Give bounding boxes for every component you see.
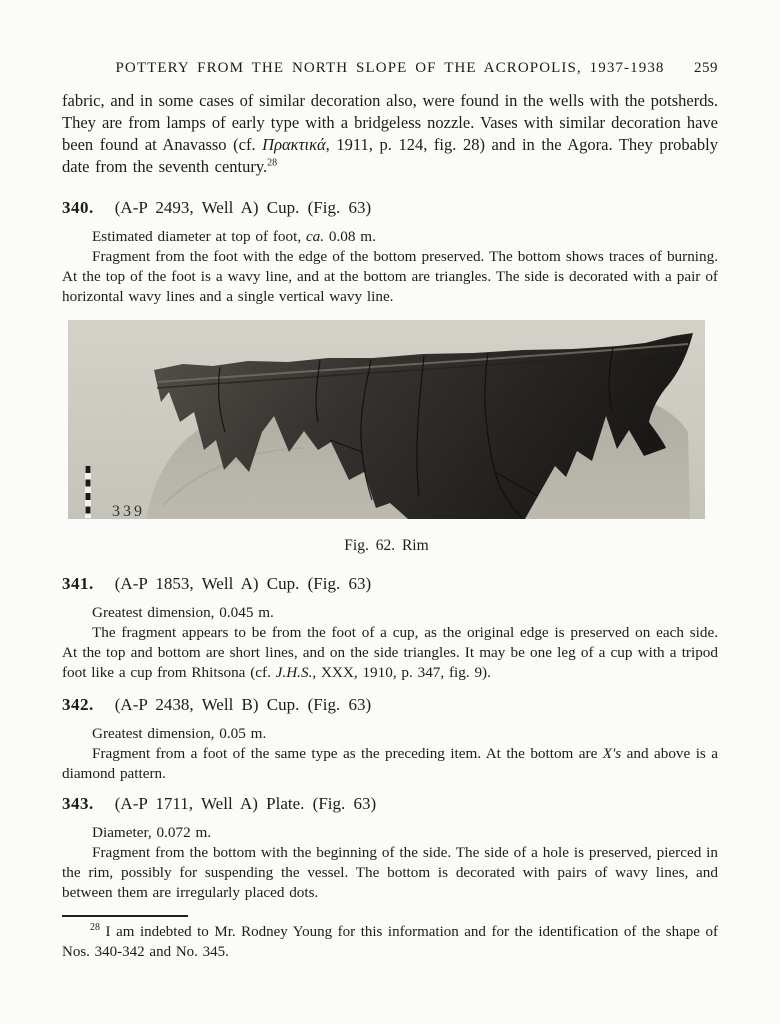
entry-343-dimension: Diameter, 0.072 m. [92, 824, 212, 841]
description-text-cont: , XXX, 1910, p. 347, fig. 9). [312, 664, 491, 681]
description-text: The fragment appears to be from the foot of a cup, as the original edge is preserved on each side. At the top and bottom are short lines, and on the side triangles. It may be one leg of a cup with a tripod foot like a cup from Rhitsona (cf. [62, 624, 718, 681]
catalog-entry-343 [62, 793, 718, 903]
footnote-rule [62, 915, 188, 917]
greek-citation: Πρακτικά [262, 135, 326, 154]
catalog-entry-342 [62, 694, 718, 784]
entry-number: 343. [62, 794, 94, 813]
footnote-number: 28 [90, 922, 100, 933]
footnote-reference: 28 [267, 157, 278, 169]
entry-341-heading [62, 573, 718, 595]
footnote-28 [62, 915, 718, 962]
pottery-photo-illustration [68, 320, 705, 519]
circa-abbrev: ca. [305, 228, 325, 245]
entry-342-dimension: Greatest dimension, 0.05 m. [92, 725, 267, 742]
figure-caption: Fig. 62. Rim [344, 537, 429, 554]
entry-title: (A-P 1711, Well A) Plate. (Fig. 63) [114, 794, 377, 813]
entry-title: (A-P 1853, Well A) Cup. (Fig. 63) [114, 574, 372, 593]
intro-text: fabric, and in some cases of similar decoration also, were found in the wells with the potsherds. They are from lamps of early type with a bridgeless nozzle. Vases with similar decoration have been found at Anavasso (cf. [62, 91, 718, 154]
footnote-body: I am indebted to Mr. Rodney Young for this information and for the identification of the shape of Nos. 340-342 and No. 345. [62, 924, 718, 960]
entry-340-dimension [62, 227, 718, 247]
running-head [62, 0, 718, 77]
entry-title: (A-P 2438, Well B) Cup. (Fig. 63) [114, 695, 372, 714]
dimension-text: Estimated diameter at top of foot, [92, 228, 306, 245]
pottery-rim-photo [68, 320, 705, 519]
page-title: POTTERY FROM THE NORTH SLOPE OF THE ACROPOLIS, 1937-1938 [115, 60, 665, 76]
entry-342-description [62, 744, 718, 784]
description-text: Fragment from a foot of the same type as the preceding item. At the bottom are [92, 745, 603, 762]
intro-text-cont: , 1911, p. 124, fig. 28) and in the Agora. They probably date from the seventh century. [62, 135, 718, 176]
entry-342-heading [62, 694, 718, 716]
entry-343-heading [62, 793, 718, 815]
entry-title: (A-P 2493, Well A) Cup. (Fig. 63) [114, 198, 372, 217]
entry-number: 342. [62, 695, 94, 714]
dimension-value: 0.08 m. [324, 228, 376, 245]
entry-340-description: Fragment from the foot with the edge of the bottom preserved. The bottom shows traces of burning. At the top of the foot is a wavy line, and at the bottom are triangles. The side is decorated with a pair of horizontal wavy lines and a single vertical wavy line. [62, 248, 718, 305]
description-text-cont: and above is a diamond pattern. [62, 745, 718, 782]
catalog-entry-340 [62, 197, 718, 307]
figure-62 [68, 320, 705, 556]
page-number: 259 [694, 60, 718, 76]
footnote-text [62, 922, 718, 962]
x-motif: X's [602, 745, 622, 762]
entry-number: 340. [62, 198, 94, 217]
intro-paragraph [62, 90, 718, 178]
entry-343-description: Fragment from the bottom with the beginning of the side. The side of a hole is preserved, pierced in the rim, possibly for suspending the vessel. The bottom is decorated with pairs of wavy lines, and between them are irregularly placed dots. [62, 844, 718, 901]
entry-340-heading [62, 197, 718, 219]
entry-341-dimension: Greatest dimension, 0.045 m. [92, 604, 274, 621]
journal-citation: J.H.S. [275, 664, 313, 681]
catalog-entry-341 [62, 573, 718, 683]
specimen-number-label: 339 [112, 503, 145, 519]
entry-number: 341. [62, 574, 94, 593]
entry-341-description [62, 623, 718, 683]
